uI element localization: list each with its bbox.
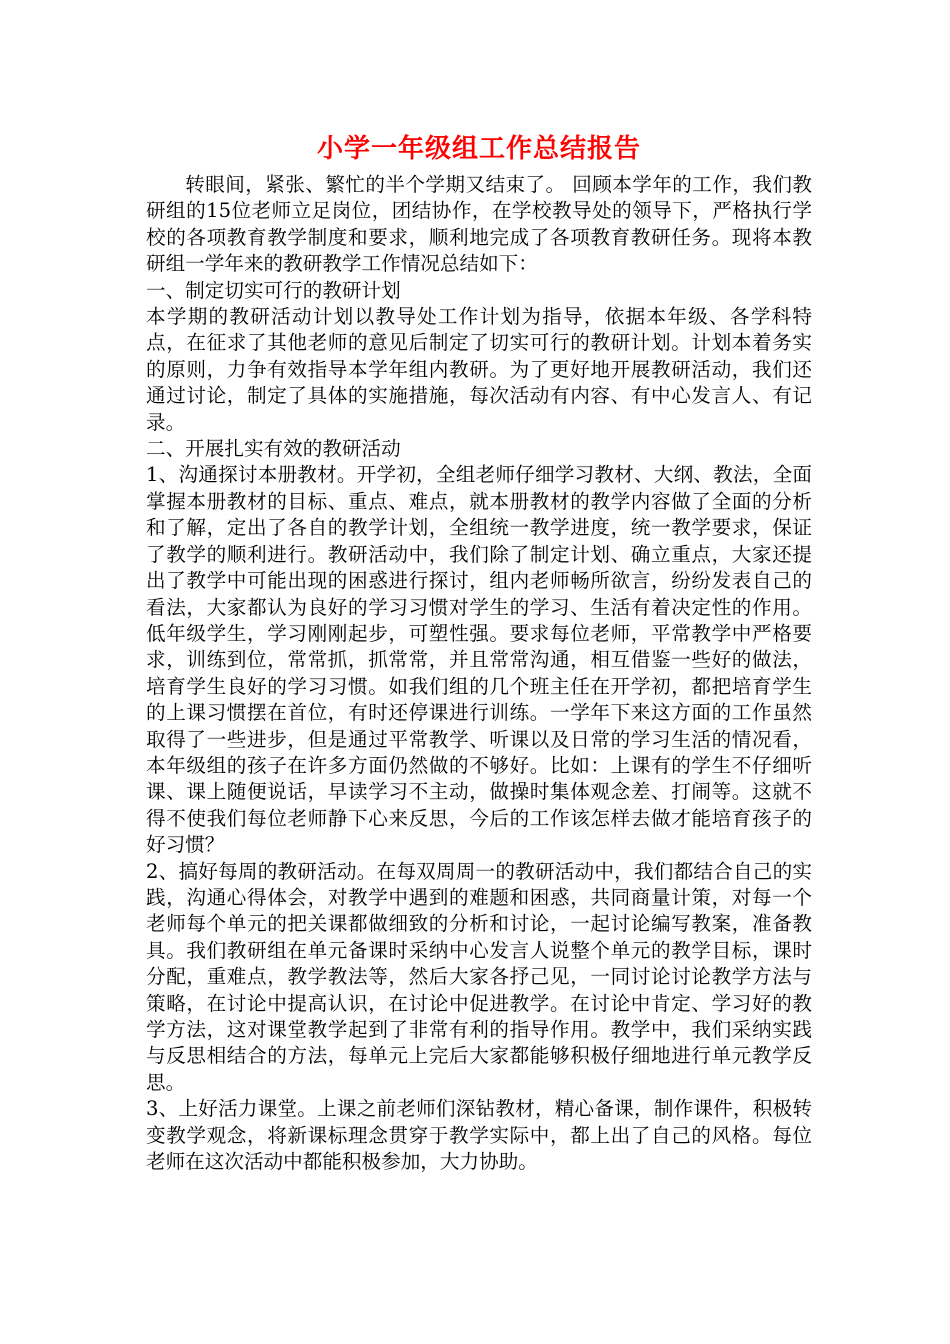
- item-1-paragraph: 1、沟通探讨本册教材。开学初，全组老师仔细学习教材、大纲、教法，全面掌握本册教材的目标、重点、难点，就本册教材的教学内容做了全面的分析和了解，定出了各自的教学计划，全组统一教学进度，统一教学要求，保证了教学的顺利进行。教研活动中，我们除了制定计划、确立重点，大家还提出了教学中可能出现的困惑进行探讨，组内老师畅所欲言，纷纷发表自己的看法，大家都认为良好的学习习惯对学生的学习、生活有着决定性的作用。低年级学生，学习刚刚起步，可塑性强。要求每位老师，平常教学中严格要求，训练到位，常常抓，抓常常，并且常常沟通，相互借鉴一些好的做法，培育学生良好的学习习惯。如我们组的几个班主任在开学初，都把培育学生的上课习惯摆在首位，有时还停课进行训练。一学年下来这方面的工作虽然取得了一些进步，但是通过平常教学、听课以及日常的学习生活的情况看，本年级组的孩子在许多方面仍然做的不够好。比如：上课有的学生不仔细听课、课上随便说话，早读学习不主动，做操时集体观念差、打闹等。这就不得不使我们每位老师静下心来反思，今后的工作该怎样去做才能培育孩子的好习惯？: [146, 463, 812, 857]
- item-3-paragraph: 3、上好活力课堂。上课之前老师们深钻教材，精心备课，制作课件，积极转变教学观念，将新课标理念贯穿于教学实际中，都上出了自己的风格。每位老师在这次活动中都能积极参加，大力协助。: [146, 1097, 812, 1174]
- document-page: [146, 130, 812, 1175]
- section-1-paragraph: 本学期的教研活动计划以教导处工作计划为指导，依据本年级、各学科特点，在征求了其他老师的意见后制定了切实可行的教研计划。计划本着务实的原则，力争有效指导本学年组内教研。为了更好地开展教研活动，我们还通过讨论，制定了具体的实施措施，每次活动有内容、有中心发言人、有记录。: [146, 305, 812, 434]
- intro-paragraph: 转眼间，紧张、繁忙的半个学期又结束了。 回顾本学年的工作，我们教研组的15位老师立足岗位，团结协作，在学校教导处的领导下，严格执行学校的各项教育教学制度和要求，顺利地完成了各项教育教研任务。现将本教研组一学年来的教研教学工作情况总结如下：: [146, 173, 812, 276]
- document-title: 小学一年级组工作总结报告: [316, 134, 641, 164]
- section-heading-2: 二、开展扎实有效的教研活动: [146, 437, 401, 461]
- section-heading-1: 一、制定切实可行的教研计划: [146, 278, 401, 302]
- item-2-paragraph: 2、搞好每周的教研活动。在每双周周一的教研活动中，我们都结合自己的实践，沟通心得体会，对教学中遇到的难题和困惑，共同商量计策，对每一个老师每个单元的把关课都做细致的分析和讨论，一起讨论编写教案，准备教具。我们教研组在单元备课时采纳中心发言人说整个单元的教学目标，课时分配，重难点，教学教法等，然后大家各抒己见，一同讨论讨论教学方法与策略，在讨论中提高认识，在讨论中促进教学。在讨论中肯定、学习好的教学方法，这对课堂教学起到了非常有利的指导作用。教学中，我们采纳实践与反思相结合的方法，每单元上完后大家都能够积极仔细地进行单元教学反思。: [146, 859, 812, 1094]
